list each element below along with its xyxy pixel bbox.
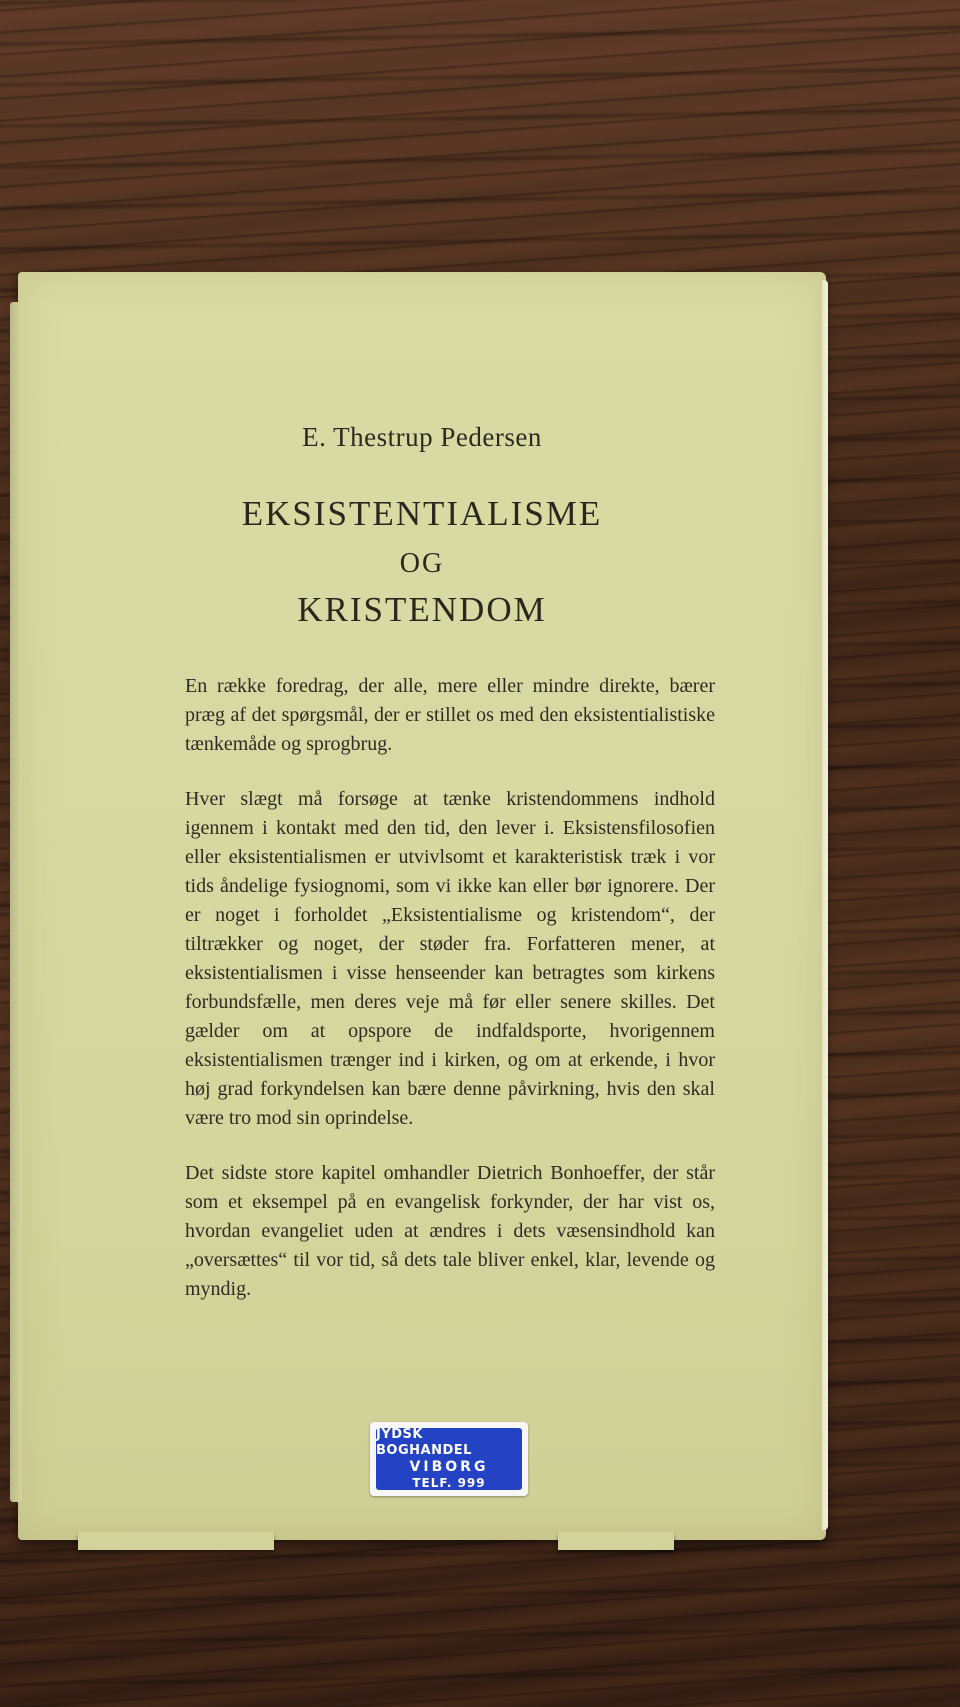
blurb-paragraph-2: Hver slægt må forsøge at tænke kristendommens indhold igennem i kontakt med den tid, den lever i. Eksistensfilosofien eller eksistentialismen er utvivlsomt et karakteristisk træk i vor tids åndelige fysiognomi, som vi ikke kan eller bør ignorere. Der er noget i forholdet „Eksistentialisme og kristendom“, der tiltrækker og noget, der støder fra. Forfatteren mener, at eksistentialismen i visse henseender kan betragtes som kirkens forbundsfælle, men deres veje må før eller senere skilles. Det gælder om at opspore de indfaldsporte, hvorigennem eksistentialismen trænger ind i kirken, og om at erkende, i hvor høj grad forkyndelsen kan bære denne påvirkning, hvis den skal være tro mod sin oprindelse. <box>185 788 715 1129</box>
cover-flap-right <box>558 1532 674 1550</box>
book-title-line-3: KRISTENDOM <box>297 590 547 629</box>
book-back-cover <box>18 272 826 1540</box>
sticker-shop-name: JYDSK BOGHANDEL <box>376 1427 472 1458</box>
bookshop-sticker-label <box>376 1428 522 1490</box>
sticker-phone: TELF. 999 <box>412 1476 486 1490</box>
sticker-city: VIBORG <box>409 1459 489 1475</box>
author-name: E. Thestrup Pedersen <box>302 422 542 452</box>
blurb-paragraph-1: En række foredrag, der alle, mere eller mindre direkte, bærer præg af det spørgsmål, der er stillet os med den eksistentialistiske tænkemåde og sprogbrug. <box>185 675 715 755</box>
book-title-line-1: EKSISTENTIALISME <box>241 494 603 533</box>
cover-flap-left <box>78 1532 274 1550</box>
bookshop-sticker <box>370 1422 528 1496</box>
blurb-paragraph-3: Det sidste store kapitel omhandler Dietrich Bonhoeffer, der står som et eksempel på en evangelisk forkynder, der har vist os, hvordan evangeliet uden at ændres i dets væsensindhold kan „oversættes“ til vor tid, så dets tale bliver enkel, klar, levende og myndig. <box>185 1162 715 1300</box>
book-title-line-2: OG <box>399 548 445 579</box>
blurb-text <box>185 672 715 1330</box>
